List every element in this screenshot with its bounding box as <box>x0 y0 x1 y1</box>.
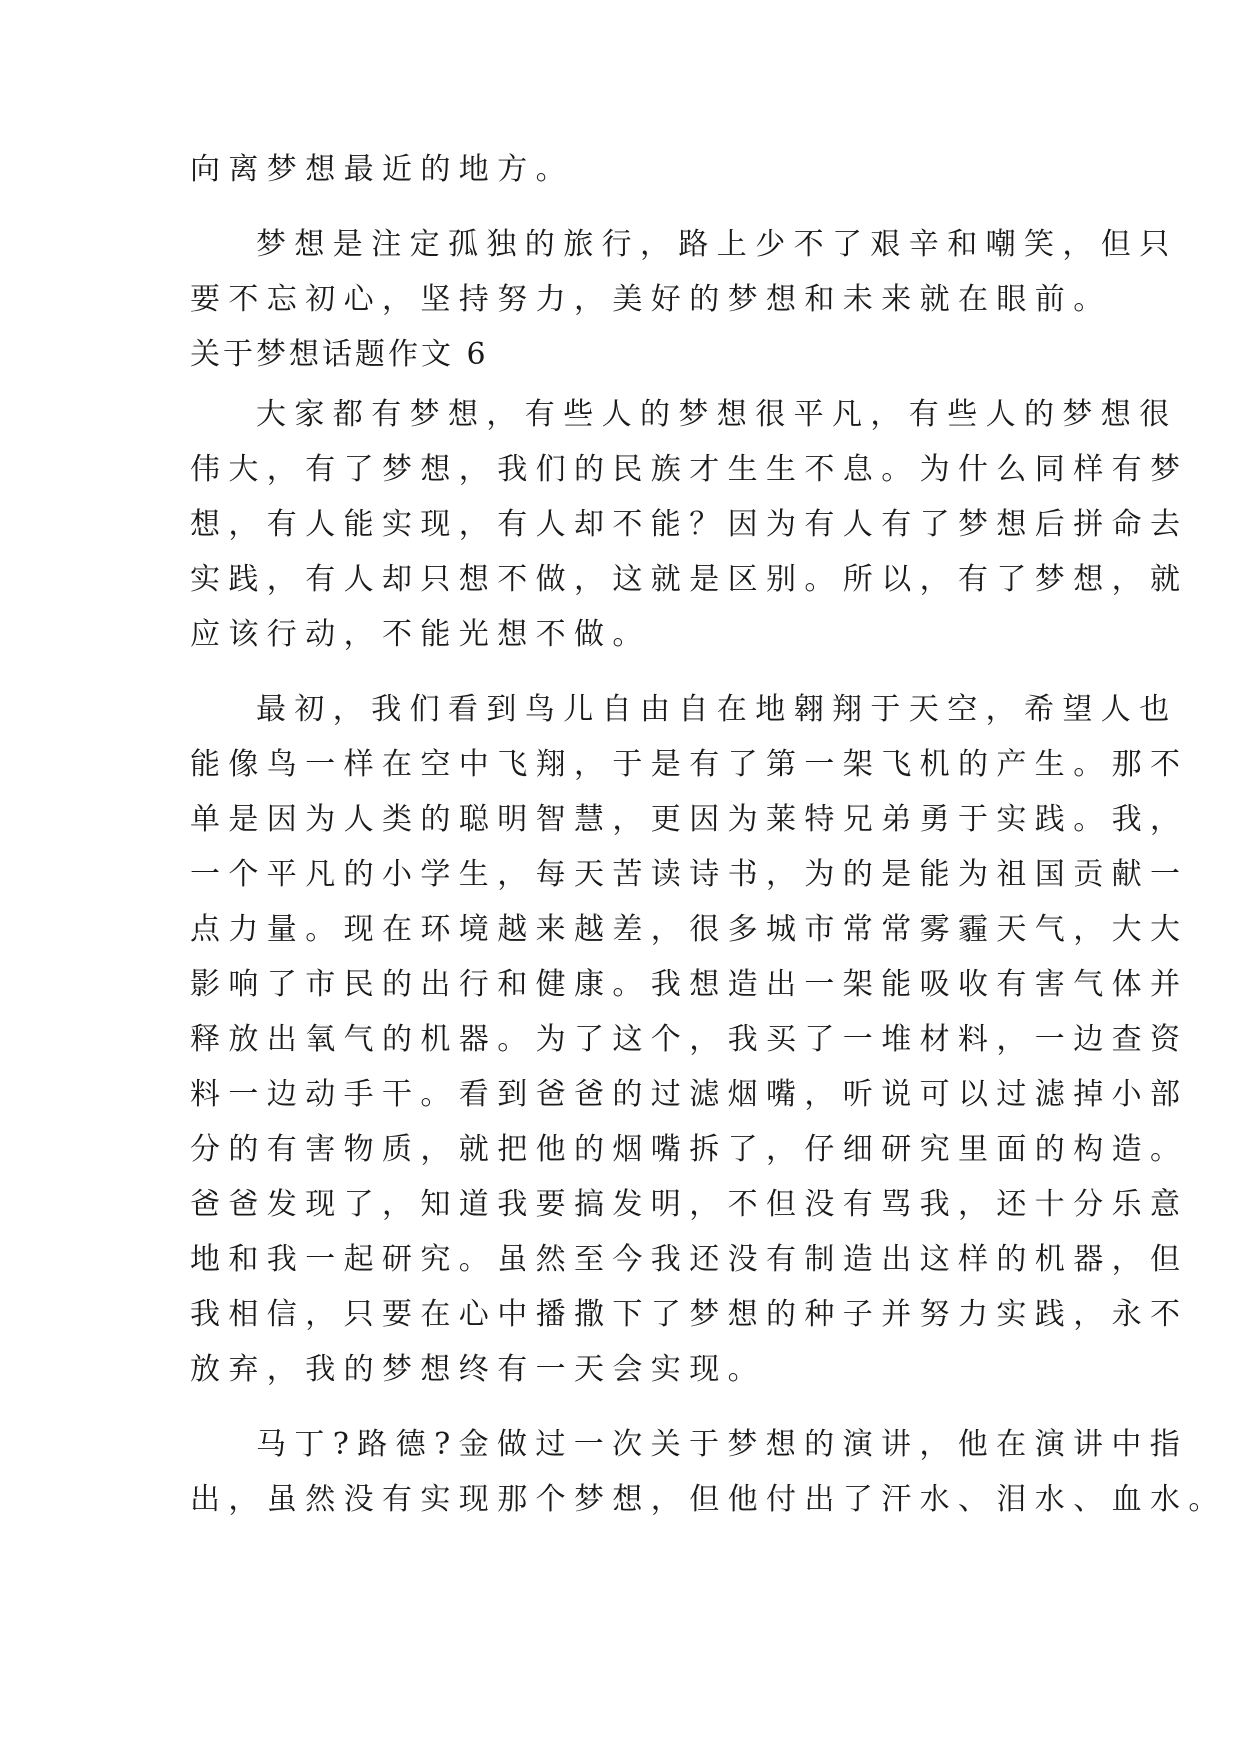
text-line: 地和我一起研究。虽然至今我还没有制造出这样的机器，但 <box>190 1242 1189 1277</box>
text-line: 要不忘初心，坚持努力，美好的梦想和未来就在眼前。 <box>190 282 1112 317</box>
text-line: 我相信，只要在心中播撒下了梦想的种子并努力实践，永不 <box>190 1297 1189 1332</box>
text-line: 能像鸟一样在空中飞翔，于是有了第一架飞机的产生。那不 <box>190 747 1189 782</box>
text-line: 想，有人能实现，有人却不能？因为有人有了梦想后拼命去 <box>190 507 1189 542</box>
text-line: 梦想是注定孤独的旅行，路上少不了艰辛和嘲笑，但只 <box>256 227 1178 262</box>
text-line: 单是因为人类的聪明智慧，更因为莱特兄弟勇于实践。我， <box>190 802 1189 837</box>
text-line: 出，虽然没有实现那个梦想，但他付出了汗水、泪水、血水。 <box>190 1482 1227 1517</box>
text-line: 马丁?路德?金做过一次关于梦想的演讲，他在演讲中指 <box>256 1427 1189 1462</box>
text-line: 伟大，有了梦想，我们的民族才生生不息。为什么同样有梦 <box>190 452 1189 487</box>
text-line: 实践，有人却只想不做，这就是区别。所以，有了梦想，就 <box>190 562 1189 597</box>
text-line: 大家都有梦想，有些人的梦想很平凡，有些人的梦想很 <box>256 397 1178 432</box>
section-heading: 关于梦想话题作文 6 <box>190 337 489 372</box>
text-line: 应该行动，不能光想不做。 <box>190 617 651 652</box>
text-line: 爸爸发现了，知道我要搞发明，不但没有骂我，还十分乐意 <box>190 1187 1189 1222</box>
text-line: 点力量。现在环境越来越差，很多城市常常雾霾天气，大大 <box>190 912 1189 947</box>
text-line: 料一边动手干。看到爸爸的过滤烟嘴，听说可以过滤掉小部 <box>190 1077 1189 1112</box>
text-line: 放弃，我的梦想终有一天会实现。 <box>190 1352 766 1387</box>
text-line: 向离梦想最近的地方。 <box>190 152 574 187</box>
text-line: 一个平凡的小学生，每天苦读诗书，为的是能为祖国贡献一 <box>190 857 1189 892</box>
text-line: 影响了市民的出行和健康。我想造出一架能吸收有害气体并 <box>190 967 1189 1002</box>
text-line: 分的有害物质，就把他的烟嘴拆了，仔细研究里面的构造。 <box>190 1132 1189 1167</box>
text-line: 释放出氧气的机器。为了这个，我买了一堆材料，一边查资 <box>190 1022 1189 1057</box>
text-line: 最初，我们看到鸟儿自由自在地翱翔于天空，希望人也 <box>256 692 1178 727</box>
